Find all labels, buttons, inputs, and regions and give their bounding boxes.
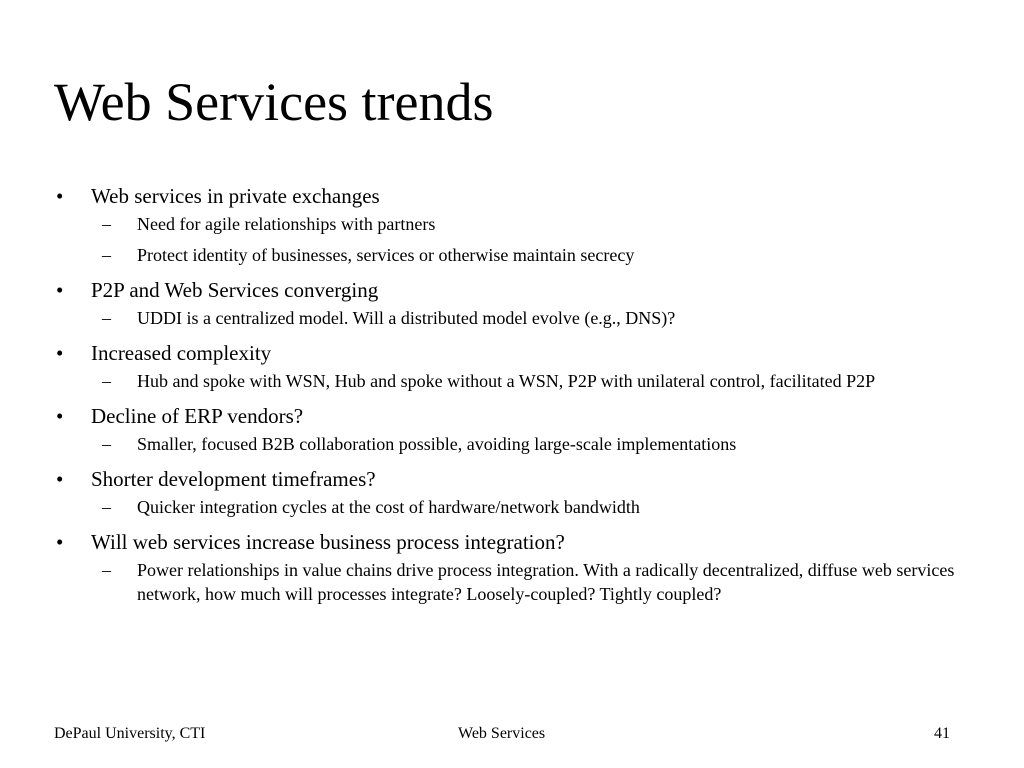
sub-bullet-item <box>56 212 956 236</box>
bullet-item <box>56 526 956 558</box>
sub-bullet-item <box>56 558 956 606</box>
sub-bullet-item <box>56 369 956 393</box>
page-number: 41 <box>934 725 950 742</box>
bullet-item <box>56 463 956 495</box>
bullet-text: Shorter development timeframes? <box>91 467 376 491</box>
bullet-text: P2P and Web Services converging <box>91 278 379 302</box>
bullet-text: Increased complexity <box>91 341 272 365</box>
sub-bullet-marker: – <box>102 308 111 328</box>
bullet-marker: • <box>56 341 64 365</box>
bullet-marker: • <box>56 467 64 491</box>
bullet-marker: • <box>56 184 64 208</box>
slide-title: Web Services trends <box>54 72 494 132</box>
sub-bullet-item <box>56 243 956 267</box>
bullet-marker: • <box>56 404 64 428</box>
sub-bullet-text: Need for agile relationships with partners <box>137 214 436 234</box>
bullet-item <box>56 337 956 369</box>
sub-bullet-marker: – <box>102 434 111 454</box>
footer-institution: DePaul University, CTI <box>54 725 206 742</box>
footer-course: Web Services <box>458 725 546 742</box>
bullet-item <box>56 180 956 212</box>
sub-bullet-text: Smaller, focused B2B collaboration possible, avoiding large-scale implementations <box>137 434 737 454</box>
bullet-text: Web services in private exchanges <box>91 184 380 208</box>
sub-bullet-item <box>56 432 956 456</box>
bullet-item <box>56 400 956 432</box>
sub-bullet-text: Protect identity of businesses, services or otherwise maintain secrecy <box>137 245 635 265</box>
sub-bullet-text: UDDI is a centralized model. Will a distributed model evolve (e.g., DNS)? <box>137 308 676 328</box>
sub-bullet-text: Quicker integration cycles at the cost of hardware/network bandwidth <box>137 497 640 517</box>
bullet-text: Decline of ERP vendors? <box>91 404 304 428</box>
bullet-marker: • <box>56 278 64 302</box>
bullet-marker: • <box>56 530 64 554</box>
sub-bullet-text: Power relationships in value chains drive process integration. With a radically decentralized, diffuse web services network, how much will processes integrate? Loosely-coupled? Tightly coupled? <box>137 560 955 604</box>
sub-bullet-text: Hub and spoke with WSN, Hub and spoke without a WSN, P2P with unilateral control, facilitated P2P <box>137 371 876 391</box>
sub-bullet-marker: – <box>102 560 111 580</box>
bullet-list <box>56 180 956 613</box>
sub-bullet-marker: – <box>102 497 111 517</box>
sub-bullet-marker: – <box>102 371 111 391</box>
sub-bullet-marker: – <box>102 245 111 265</box>
sub-bullet-item <box>56 306 956 330</box>
sub-bullet-item <box>56 495 956 519</box>
bullet-item <box>56 274 956 306</box>
sub-bullet-marker: – <box>102 214 111 234</box>
bullet-text: Will web services increase business process integration? <box>91 530 565 554</box>
